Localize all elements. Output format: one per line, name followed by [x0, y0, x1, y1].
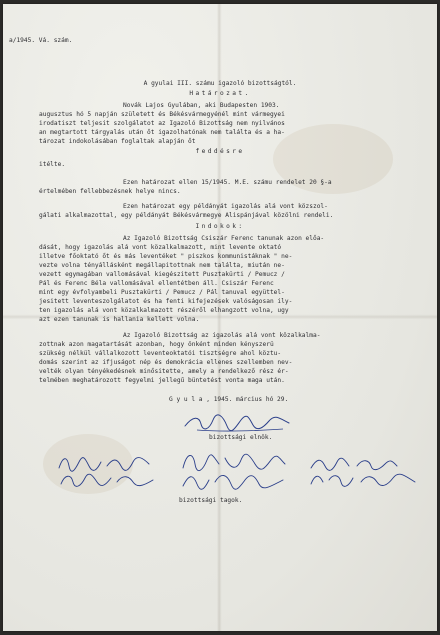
reasons-line: jesitett leventeszolgálatot és ha fenti kifejezések valóságosan ily- [39, 298, 293, 305]
body-line: an megtartott tárgyalás után őt igazolhatónak nem találta és a ha- [39, 129, 285, 136]
reasons-line: vezett egymagában vallomásával kiegészitett Pusztakürti / Pemucz / [39, 271, 285, 278]
member-signature [179, 470, 289, 494]
chair-label: bizottsági elnök. [209, 434, 273, 441]
appeal-line: Ezen határozat ellen 15/1945. M.E. számu rendelet 20 §-a [123, 179, 332, 186]
reasons-line: ten igazolás alá vont közalkalmazott részéről elhangzott volna, ugy [39, 307, 289, 314]
document-page [3, 4, 437, 631]
reasons2-line: Az Igazoló Bizottság az igazolás alá vont közalkalma- [123, 332, 321, 339]
member-signature [59, 470, 159, 492]
reasons2-line: domás szerint az ifjuságot nép és demokrácia ellenes szellemben nev- [39, 359, 293, 366]
member-signature [309, 470, 419, 492]
body-line: irodatiszt teljesit szolgálatot az Igazoló Bizottság nem nyilvános [39, 120, 285, 127]
reasons-heading: Indokok: [195, 223, 245, 230]
reasons-line: azt ezen tanunak is hallania kellett volna. [39, 316, 200, 323]
reasons-line: dását, hogy igazolás alá vont közalkalmazott, mint levente oktató [39, 244, 282, 251]
chair-signature [183, 412, 293, 436]
verdict: feddésre [195, 148, 245, 155]
reasons-line: Pál és Ferenc Béla vallomásával ellentétben áll. Csiszár Ferenc [39, 280, 274, 287]
committee-heading: A gyulai III. számu igazoló bizottságtól. [143, 80, 297, 87]
members-label: bizottsági tagok. [179, 497, 243, 504]
reference-number: a/1945. Vá. szám. [9, 37, 73, 44]
copies-line: gálati alkalmazottal, egy példányát Békésvármegye Alispánjával közölni rendeli. [39, 212, 334, 219]
reasons2-line: telmében meghatározott fegyelmi jellegű büntetést vonta maga után. [39, 377, 285, 384]
reasons-line: mint egy évfolyambeli Pusztakürti / Pemucz / Pál tanuval együttel- [39, 289, 285, 296]
reasons-line: Az Igazoló Bizottság Csiszár Ferenc tanunak azon előa- [123, 235, 325, 242]
body-line: augusztus hó 5 napján született és Békésvármegyénél mint vármegyei [39, 111, 285, 118]
body-line: tározat indokolásában foglaltak alapján őt [39, 138, 196, 145]
place-date: G y u l a , 1945. március hó 29. [169, 396, 289, 403]
copies-line: Ezen határozat egy példányát igazolás alá vont közszol- [123, 203, 328, 210]
reasons-line: vezte volna tényállásként megállapitottnak nem találta, miután ne- [39, 262, 285, 269]
judged-text: itélte. [39, 161, 66, 168]
reasons2-line: velték olyan tényékedésnek minősitette, amely a rendelkező rész ér- [39, 368, 289, 375]
appeal-line: értelmében fellebbezésnek helye nincs. [39, 188, 181, 195]
decision-heading: Határozat. [189, 90, 251, 97]
reasons-line: illetve főoktató őt és más leventéket " piszkos kommunistáknak " ne- [39, 253, 293, 260]
reasons2-line: szükség nélkül vállalkozott leventeoktatói tisztségre ahol köztu- [39, 350, 282, 357]
body-line: Novák Lajos Gyulában, aki Budapesten 1903. [123, 102, 280, 109]
reasons2-line: zottnak azon magatartását azonban, hogy önként minden kényszerü [39, 341, 274, 348]
